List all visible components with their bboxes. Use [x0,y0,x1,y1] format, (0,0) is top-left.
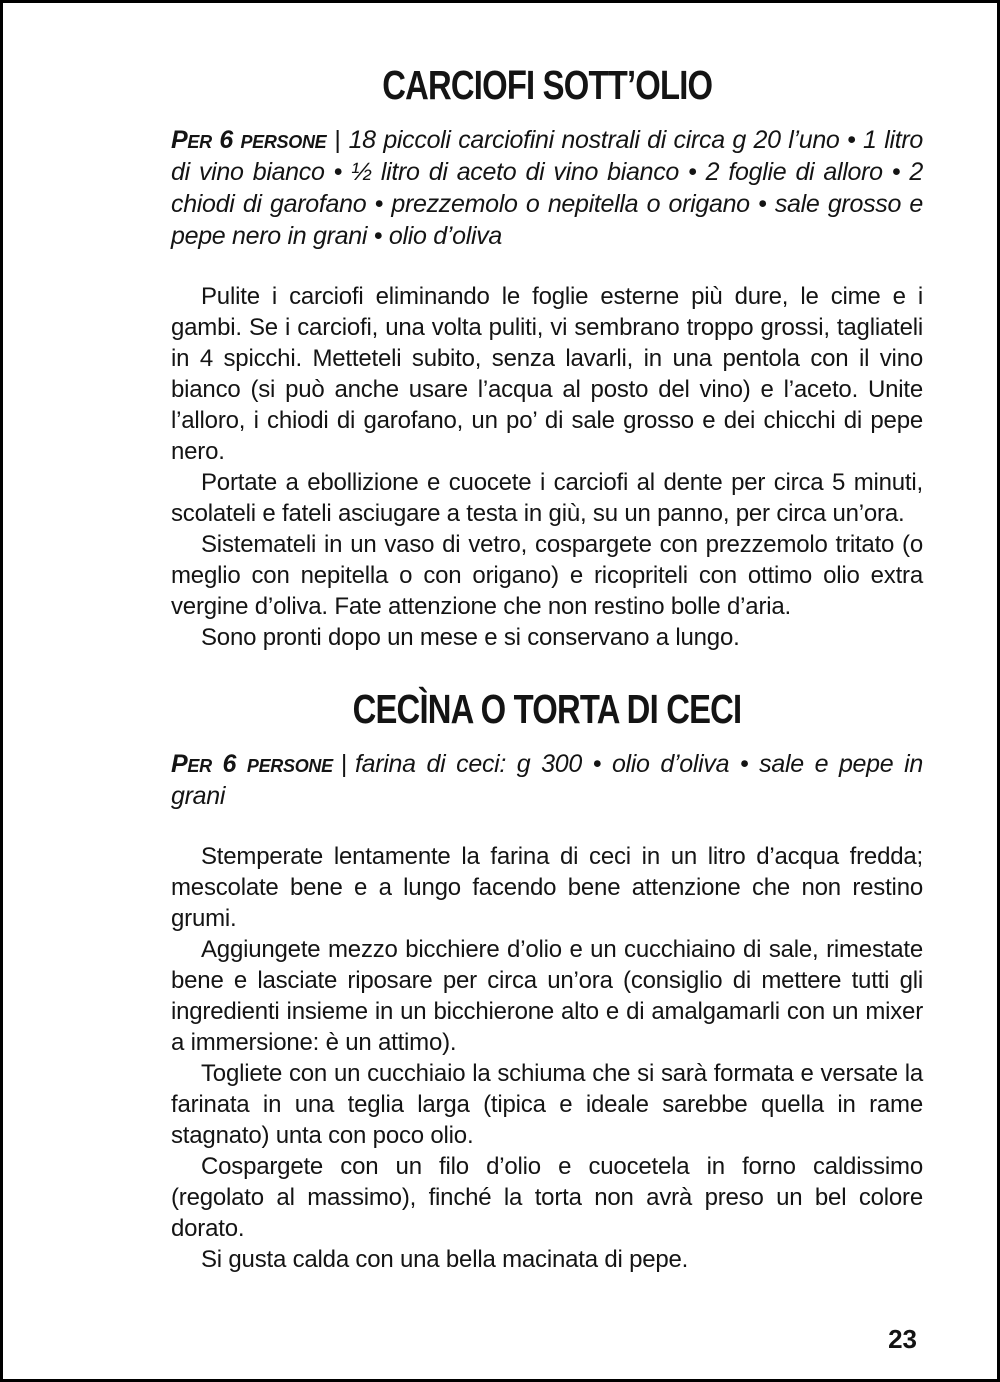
ingredients-line [171,124,923,252]
recipe-title-heading [171,62,923,108]
recipe-paragraph: Sistemateli in un vaso di vetro, cospargete con prezzemolo tritato (o meglio con nepitella o con origano) e ricopriteli con ottimo olio extra vergine d’oliva. Fate attenzione che non restino bolle d’aria. [171,531,923,620]
page-number: 23 [888,1324,917,1354]
serving-label: Per 6 persone [171,126,327,154]
page-content [171,3,923,1275]
recipe-paragraph: Portate a ebollizione e cuocete i carciofi al dente per circa 5 minuti, scolateli e fateli asciugare a testa in giù, su un panno, per circa un’ora. [171,469,923,527]
serving-label: Per 6 persone [171,750,333,778]
recipe-title-heading [171,686,923,732]
ingredients-text: farina di ceci: g 300 • olio d’oliva • sale e pepe in grani [171,750,923,810]
recipe-body [171,841,923,1275]
recipe-title: CARCIOFI SOTT’OLIO [381,62,712,108]
recipe-body [171,281,923,653]
recipe-paragraph: Sono pronti dopo un mese e si conservano a lungo. [201,624,740,651]
serving-separator: | [334,126,341,154]
recipe-title: CECÌNA O TORTA DI CECI [352,686,742,732]
recipe-paragraph: Pulite i carciofi eliminando le foglie esterne più dure, le cime e i gambi. Se i carciofi, una volta puliti, vi sembrano troppo grossi, tagliateli in 4 spicchi. Metteteli subito, senza lavarli, in una pentola con il vino bianco (si può anche usare l’acqua al posto del vino) e l’aceto. Unite l’alloro, i chiodi di garofano, un po’ di sale grosso e dei chicchi di pepe nero. [171,283,923,465]
recipe-paragraph: Si gusta calda con una bella macinata di pepe. [201,1246,689,1273]
ingredients-line [171,748,923,812]
ingredients-text: 18 piccoli carciofini nostrali di circa g 20 l’uno • 1 litro di vino bianco • ½ litro di aceto di vino bianco • 2 foglie di alloro • 2 chiodi di garofano • prezzemolo o nepitella o origano • sale grosso e pepe nero in grani • olio d’oliva [171,126,923,250]
recipe-paragraph: Stemperate lentamente la farina di ceci in un litro d’acqua fredda; mescolate bene e a lungo facendo bene attenzione che non restino grumi. [171,843,923,932]
recipe-cecina-torta-di-ceci [171,686,923,1275]
recipe-paragraph: Togliete con un cucchiaio la schiuma che si sarà formata e versate la farinata in una teglia larga (tipica e ideale sarebbe quella in rame stagnato) unta con poco olio. [171,1060,923,1149]
serving-separator: | [340,750,348,778]
recipe-carciofi-sottolio [171,62,923,653]
recipe-paragraph: Aggiungete mezzo bicchiere d’olio e un cucchiaino di sale, rimestate bene e lasciate riposare per circa un’ora (consiglio di mettere tutti gli ingredienti insieme in un bicchierone alto e di amalgamarli con un mixer a immersione: è un attimo). [171,936,923,1056]
recipe-paragraph: Cospargete con un filo d’olio e cuocetela in forno caldissimo (regolato al massimo), finché la torta non avrà preso un bel colore dorato. [171,1153,923,1242]
